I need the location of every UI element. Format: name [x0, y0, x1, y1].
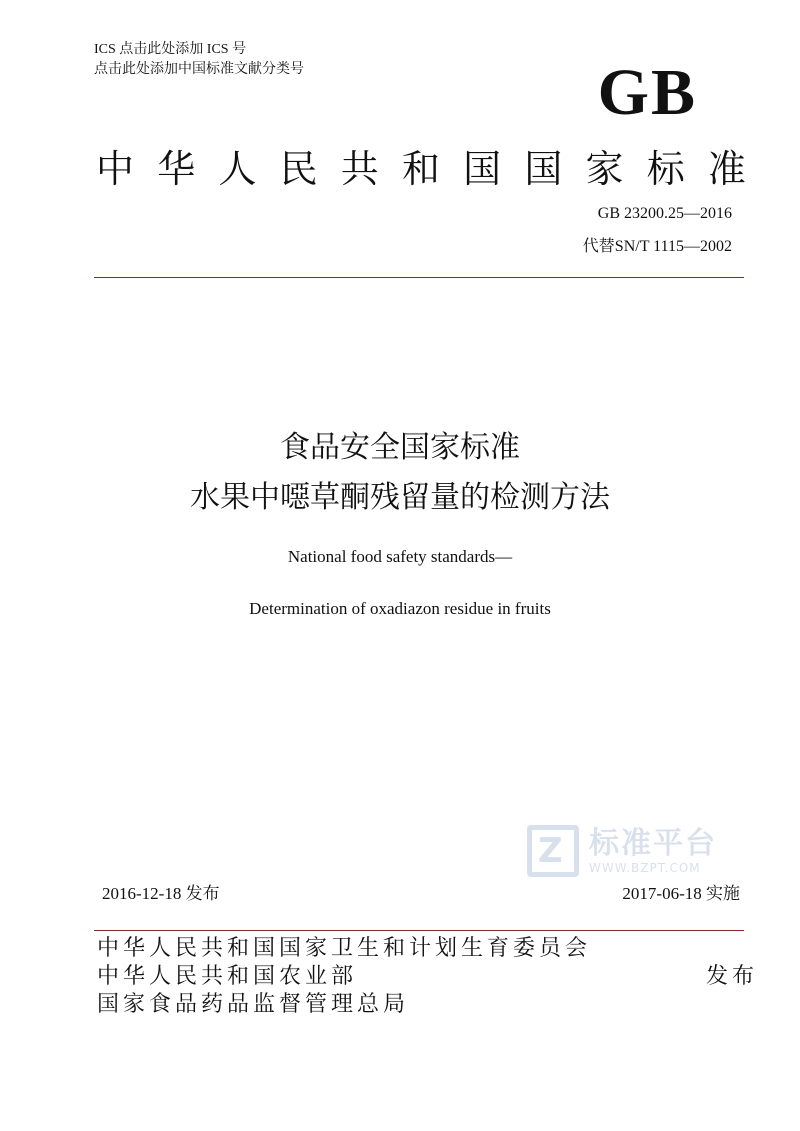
classification-line: 点击此处添加中国标准文献分类号 — [94, 62, 304, 77]
implementation-date: 2017-06-18 实施 — [622, 884, 740, 903]
watermark-logo-letter: Z — [538, 831, 563, 871]
ics-block — [94, 40, 304, 80]
bottom-divider — [94, 930, 744, 931]
replaces-standard: 代替SN/T 1115—2002 — [582, 238, 732, 255]
main-title-line1: 食品安全国家标准 — [280, 430, 520, 465]
title-char: 国 — [524, 147, 563, 191]
title-char: 和 — [401, 147, 440, 191]
title-char: 人 — [218, 147, 257, 191]
english-title-line2: Determination of oxadiazon residue in fruits — [249, 599, 551, 618]
ics-line: ICS 点击此处添加 ICS 号 — [94, 42, 247, 57]
title-char: 民 — [279, 147, 318, 191]
title-char: 家 — [585, 147, 624, 191]
issuer-line3: 国家食品药品监督管理总局 — [97, 992, 410, 1017]
title-char: 标 — [646, 147, 685, 191]
english-title-line1: National food safety standards— — [287, 547, 513, 566]
top-divider — [94, 277, 744, 278]
gb-logo: GB — [597, 56, 697, 129]
title-char: 国 — [463, 147, 502, 191]
issue-date: 2016-12-18 发布 — [102, 884, 220, 903]
watermark-logo-icon — [527, 825, 579, 877]
standard-number: GB 23200.25—2016 — [597, 205, 732, 222]
title-char: 中 — [96, 147, 135, 191]
title-char: 共 — [340, 147, 379, 191]
national-standard-title — [96, 146, 746, 192]
watermark — [527, 825, 727, 885]
watermark-text: 标准平台 — [589, 826, 717, 861]
title-char: 华 — [157, 147, 196, 191]
title-char: 准 — [707, 147, 746, 191]
watermark-url: WWW.BZPT.COM — [589, 861, 701, 875]
issuer-line2: 中华人民共和国农业部 — [97, 964, 358, 989]
publish-label: 发布 — [705, 964, 758, 989]
main-title-line2: 水果中噁草酮残留量的检测方法 — [190, 480, 610, 515]
issuer-line1: 中华人民共和国国家卫生和计划生育委员会 — [97, 936, 592, 961]
